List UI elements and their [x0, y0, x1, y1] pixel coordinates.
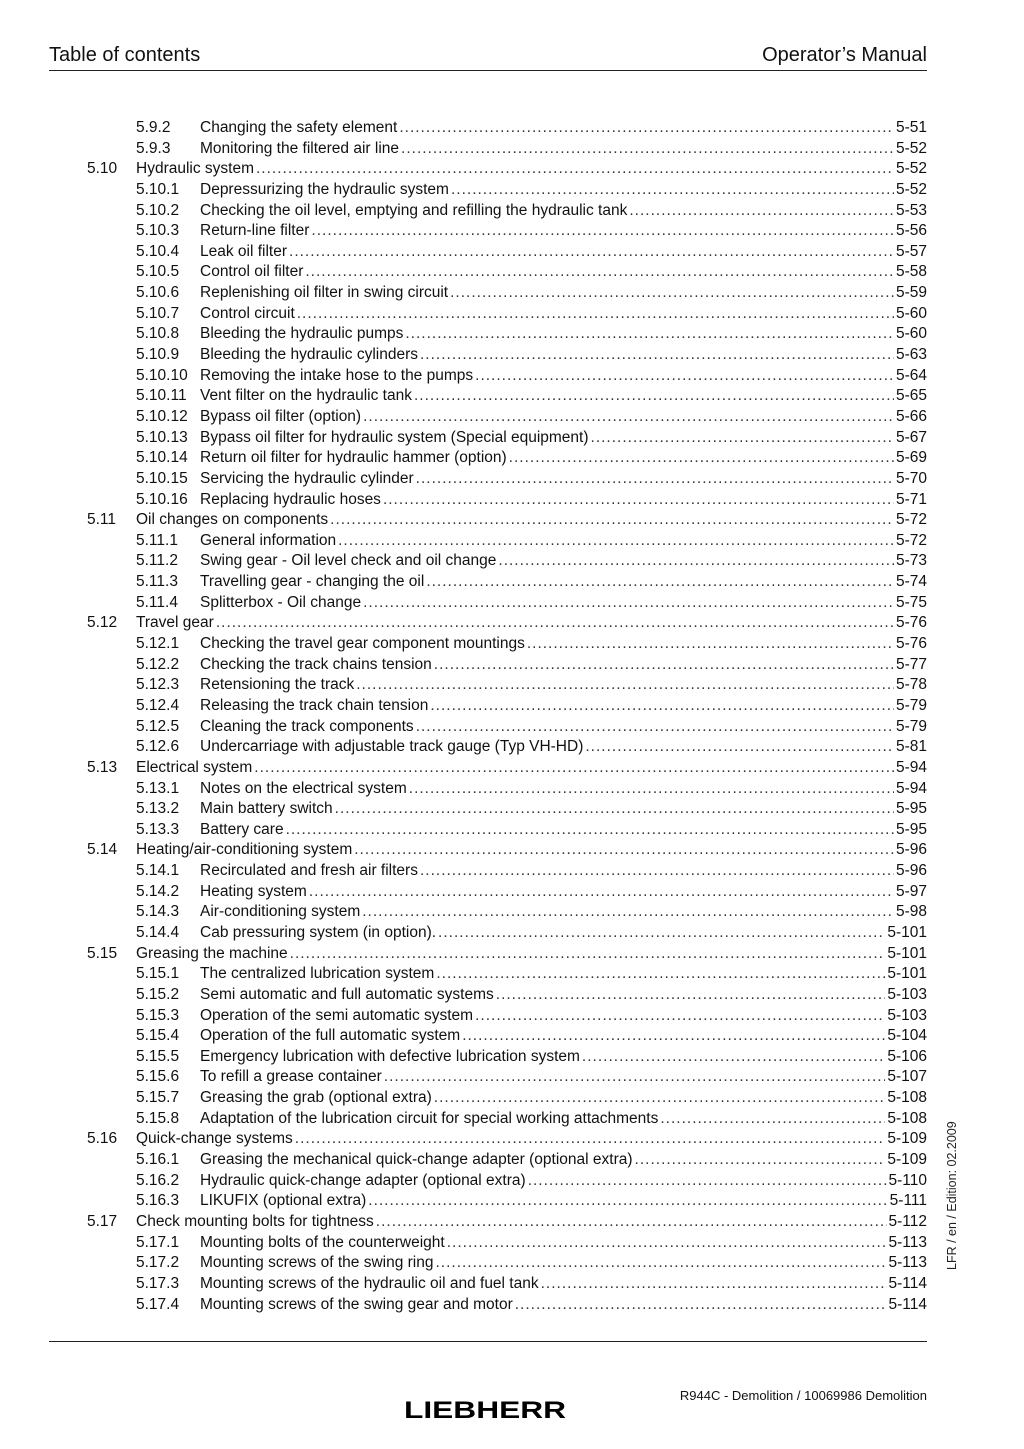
- toc-entry-number: 5.17.4: [136, 1295, 180, 1313]
- toc-dot-leader: [363, 593, 894, 614]
- toc-entry-number: 5.17.1: [136, 1233, 180, 1251]
- footer-document-id: R944C - Demolition / 10069986 Demolition: [679, 1388, 927, 1403]
- toc-entry-title: Heating system: [200, 882, 307, 900]
- toc-entry-page: 5-66: [895, 407, 927, 425]
- toc-dot-leader: [498, 551, 894, 572]
- toc-entry-number: 5.10.14: [136, 449, 188, 467]
- toc-entry-page: 5-79: [895, 696, 927, 714]
- toc-entry[interactable]: [87, 634, 927, 655]
- toc-entry[interactable]: [87, 386, 927, 407]
- toc-dot-leader: [335, 799, 894, 820]
- toc-entry-title: Emergency lubrication with defective lubrication system: [200, 1047, 580, 1065]
- toc-entry[interactable]: [87, 324, 927, 345]
- toc-dot-leader: [363, 407, 894, 428]
- toc-entry-number: 5.10.2: [136, 201, 180, 219]
- toc-entry[interactable]: [87, 551, 927, 572]
- toc-dot-leader: [401, 139, 894, 160]
- toc-entry-title: Hydraulic quick-change adapter (optional extra): [200, 1171, 526, 1189]
- toc-entry-number: 5.12.4: [136, 696, 180, 714]
- toc-entry-page: 5-104: [887, 1027, 927, 1045]
- toc-entry-number: 5.10.16: [136, 490, 188, 508]
- toc-entry-title: Return oil filter for hydraulic hammer (option): [200, 449, 507, 467]
- toc-entry[interactable]: [87, 221, 927, 242]
- toc-entry-page: 5-103: [887, 985, 927, 1003]
- toc-entry[interactable]: [87, 737, 927, 758]
- toc-dot-leader: [383, 490, 894, 511]
- toc-entry-number: 5.13.2: [136, 800, 180, 818]
- toc-entry[interactable]: [87, 902, 927, 923]
- toc-entry[interactable]: [87, 944, 927, 965]
- toc-entry-title: The centralized lubrication system: [200, 965, 435, 983]
- toc-entry-title: Operation of the full automatic system: [200, 1027, 461, 1045]
- toc-entry-number: 5.17.3: [136, 1274, 180, 1292]
- toc-entry-number: 5.13: [87, 758, 118, 776]
- toc-entry-title: Quick-change systems: [136, 1130, 293, 1148]
- toc-dot-leader: [309, 882, 894, 903]
- toc-entry[interactable]: [87, 985, 927, 1006]
- toc-entry-page: 5-109: [887, 1130, 927, 1148]
- toc-entry-page: 5-57: [895, 242, 927, 260]
- toc-entry-number: 5.10.8: [136, 325, 180, 343]
- toc-entry-page: 5-78: [895, 676, 927, 694]
- toc-entry-number: 5.14.2: [136, 882, 180, 900]
- toc-entry-title: Greasing the mechanical quick-change adapter (optional extra): [200, 1151, 633, 1169]
- toc-entry[interactable]: [87, 1212, 927, 1233]
- toc-entry-number: 5.10.13: [136, 428, 188, 446]
- toc-entry[interactable]: [87, 1274, 927, 1295]
- toc-entry-page: 5-114: [888, 1295, 927, 1313]
- toc-entry-title: Splitterbox - Oil change: [200, 593, 362, 611]
- toc-entry-number: 5.16.2: [136, 1171, 180, 1189]
- toc-entry[interactable]: [87, 1253, 927, 1274]
- toc-entry-page: 5-72: [895, 511, 927, 529]
- toc-entry-title: To refill a grease container: [200, 1068, 382, 1086]
- toc-entry-page: 5-52: [895, 139, 927, 157]
- toc-entry[interactable]: [87, 242, 927, 263]
- toc-entry[interactable]: [87, 1150, 927, 1171]
- toc-dot-leader: [475, 366, 894, 387]
- toc-dot-leader: [434, 1088, 886, 1109]
- toc-entry-page: 5-113: [888, 1254, 927, 1272]
- toc-dot-leader: [438, 923, 885, 944]
- toc-entry-number: 5.10.7: [136, 304, 180, 322]
- toc-dot-leader: [591, 428, 894, 449]
- toc-dot-leader: [414, 386, 894, 407]
- toc-entry-number: 5.16: [87, 1130, 118, 1148]
- toc-entry-number: 5.15.6: [136, 1068, 180, 1086]
- toc-dot-leader: [582, 1047, 885, 1068]
- toc-entry-page: 5-94: [895, 758, 927, 776]
- toc-entry-title: Vent filter on the hydraulic tank: [200, 387, 412, 405]
- toc-entry[interactable]: [87, 820, 927, 841]
- toc-entry-title: Bleeding the hydraulic cylinders: [200, 346, 418, 364]
- toc-entry[interactable]: [87, 655, 927, 676]
- toc-entry-title: Air-conditioning system: [200, 903, 361, 921]
- toc-entry-page: 5-103: [887, 1006, 927, 1024]
- toc-entry-title: Undercarriage with adjustable track gauge (Typ VH-HD): [200, 738, 584, 756]
- toc-entry-page: 5-96: [895, 841, 927, 859]
- toc-entry-page: 5-95: [895, 820, 927, 838]
- toc-entry-page: 5-98: [895, 903, 927, 921]
- toc-entry-number: 5.15.2: [136, 985, 180, 1003]
- toc-entry[interactable]: [87, 1026, 927, 1047]
- toc-entry-number: 5.10.6: [136, 284, 180, 302]
- toc-entry-number: 5.10.1: [136, 180, 180, 198]
- toc-dot-leader: [509, 448, 894, 469]
- toc-entry[interactable]: [87, 758, 927, 779]
- toc-dot-leader: [416, 469, 894, 490]
- toc-entry-number: 5.15.8: [136, 1109, 180, 1127]
- toc-entry-title: Cleaning the track components: [200, 717, 414, 735]
- toc-entry-title: Notes on the electrical system: [200, 779, 407, 797]
- toc-entry-number: 5.10.11: [136, 387, 187, 405]
- toc-entry-number: 5.15.5: [136, 1047, 180, 1065]
- toc-entry[interactable]: [87, 840, 927, 861]
- toc-entry-title: Greasing the machine: [136, 944, 288, 962]
- toc-entry-page: 5-60: [895, 325, 927, 343]
- toc-entry[interactable]: [87, 1171, 927, 1192]
- toc-entry-title: Travelling gear - changing the oil: [200, 573, 425, 591]
- toc-entry-title: Greasing the grab (optional extra): [200, 1089, 432, 1107]
- toc-entry-page: 5-76: [895, 614, 927, 632]
- toc-dot-leader: [338, 531, 894, 552]
- toc-dot-leader: [295, 1129, 886, 1150]
- toc-dot-leader: [496, 985, 886, 1006]
- toc-dot-leader: [356, 675, 894, 696]
- toc-entry-title: Check mounting bolts for tightness: [136, 1212, 374, 1230]
- toc-entry-title: Changing the safety element: [200, 119, 398, 136]
- toc-entry-title: Heating/air-conditioning system: [136, 841, 353, 859]
- toc-entry[interactable]: [87, 593, 927, 614]
- toc-entry-title: Adaptation of the lubrication circuit for special working attachments: [200, 1109, 659, 1127]
- toc-entry-number: 5.11.3: [136, 573, 178, 591]
- toc-dot-leader: [297, 304, 894, 325]
- toc-entry-number: 5.16.1: [136, 1151, 180, 1169]
- toc-dot-leader: [286, 820, 894, 841]
- toc-entry-page: 5-65: [895, 387, 927, 405]
- toc-entry[interactable]: [87, 882, 927, 903]
- toc-entry[interactable]: [87, 1109, 927, 1130]
- toc-entry-page: 5-63: [895, 346, 927, 364]
- toc-entry-title: Checking the track chains tension: [200, 655, 432, 673]
- toc-entry-page: 5-101: [887, 944, 927, 962]
- toc-entry-title: Oil changes on components: [136, 511, 329, 529]
- toc-entry-title: Mounting screws of the hydraulic oil and fuel tank: [200, 1274, 539, 1292]
- toc-entry-number: 5.11: [87, 511, 117, 529]
- toc-entry[interactable]: [87, 799, 927, 820]
- toc-entry[interactable]: [87, 1006, 927, 1027]
- toc-dot-leader: [254, 758, 894, 779]
- toc-entry[interactable]: [87, 696, 927, 717]
- toc-entry[interactable]: [87, 1191, 927, 1212]
- toc-dot-leader: [405, 324, 894, 345]
- toc-dot-leader: [450, 283, 894, 304]
- footer-divider: [49, 1341, 927, 1342]
- toc-entry-page: 5-71: [895, 490, 927, 508]
- toc-dot-leader: [585, 737, 894, 758]
- toc-entry-title: Replacing hydraulic hoses: [200, 490, 381, 508]
- toc-entry-number: 5.10.4: [136, 242, 180, 260]
- toc-entry-number: 5.15.4: [136, 1027, 180, 1045]
- toc-dot-leader: [660, 1109, 885, 1130]
- toc-entry[interactable]: [87, 675, 927, 696]
- toc-entry-title: Control oil filter: [200, 263, 304, 281]
- toc-entry-page: 5-95: [895, 800, 927, 818]
- toc-entry[interactable]: [87, 201, 927, 222]
- toc-entry-page: 5-106: [887, 1047, 927, 1065]
- toc-dot-leader: [311, 221, 894, 242]
- toc-entry-page: 5-107: [887, 1068, 927, 1086]
- toc-entry-title: Recirculated and fresh air filters: [200, 862, 418, 880]
- edition-side-label: LFR / en / Edition: 02.2009: [945, 1121, 959, 1270]
- toc-entry-number: 5.16.3: [136, 1192, 180, 1210]
- toc-entry[interactable]: [87, 159, 927, 180]
- toc-entry-page: 5-94: [895, 779, 927, 797]
- toc-entry-number: 5.12.6: [136, 738, 180, 756]
- toc-dot-leader: [528, 1171, 887, 1192]
- toc-dot-leader: [256, 159, 894, 180]
- toc-entry[interactable]: [87, 490, 927, 511]
- toc-dot-leader: [368, 1191, 887, 1212]
- toc-entry-number: 5.14.1: [136, 862, 180, 880]
- toc-entry-page: 5-110: [888, 1171, 927, 1189]
- svg-text:LIEBHERR: LIEBHERR: [404, 1397, 566, 1422]
- toc-dot-leader: [416, 717, 894, 738]
- toc-entry[interactable]: [87, 861, 927, 882]
- toc-entry-title: Battery care: [200, 820, 284, 838]
- toc-entry-title: Replenishing oil filter in swing circuit: [200, 284, 449, 302]
- toc-entry[interactable]: [87, 1047, 927, 1068]
- toc-entry-number: 5.14.4: [136, 923, 180, 941]
- toc-entry-title: Checking the oil level, emptying and refilling the hydraulic tank: [200, 201, 628, 219]
- toc-entry-page: 5-73: [895, 552, 927, 570]
- toc-entry[interactable]: [87, 366, 927, 387]
- toc-entry-page: 5-111: [889, 1192, 927, 1210]
- toc-entry[interactable]: [87, 572, 927, 593]
- toc-entry-page: 5-81: [895, 738, 927, 756]
- toc-dot-leader: [430, 696, 894, 717]
- toc-entry[interactable]: [87, 1233, 927, 1254]
- toc-dot-leader: [420, 861, 894, 882]
- toc-entry-number: 5.12.1: [136, 635, 180, 653]
- toc-dot-leader: [515, 1295, 887, 1316]
- toc-dot-leader: [409, 779, 894, 800]
- toc-dot-leader: [330, 510, 894, 531]
- toc-entry-title: Bleeding the hydraulic pumps: [200, 325, 404, 343]
- toc-entry[interactable]: [87, 469, 927, 490]
- toc-entry-page: 5-77: [895, 655, 927, 673]
- toc-entry-number: 5.14: [87, 841, 118, 859]
- toc-entry-title: Mounting screws of the swing ring: [200, 1254, 434, 1272]
- toc-entry-title: General information: [200, 531, 337, 549]
- toc-entry[interactable]: [87, 180, 927, 201]
- toc-entry[interactable]: [87, 964, 927, 985]
- toc-dot-leader: [447, 1233, 887, 1254]
- toc-entry-title: Cab pressuring system (in option).: [200, 923, 437, 941]
- toc-entry-page: 5-114: [888, 1274, 927, 1292]
- toc-entry-number: 5.12.5: [136, 717, 180, 735]
- toc-dot-leader: [629, 201, 894, 222]
- toc-entry[interactable]: [87, 262, 927, 283]
- toc-entry-number: 5.10.9: [136, 346, 180, 364]
- toc-entry[interactable]: [87, 448, 927, 469]
- toc-entry-page: 5-56: [895, 222, 927, 240]
- toc-entry[interactable]: [87, 779, 927, 800]
- toc-entry-number: 5.10.10: [136, 366, 188, 384]
- toc-entry-number: 5.14.3: [136, 903, 180, 921]
- toc-entry-number: 5.17: [87, 1212, 118, 1230]
- toc-entry-title: Main battery switch: [200, 800, 333, 818]
- toc-dot-leader: [451, 180, 894, 201]
- toc-entry-page: 5-76: [895, 635, 927, 653]
- toc-entry-title: Servicing the hydraulic cylinder: [200, 469, 414, 487]
- toc-entry-page: 5-64: [895, 366, 927, 384]
- toc-entry-title: Leak oil filter: [200, 242, 288, 260]
- toc-entry-number: 5.10: [87, 160, 118, 178]
- toc-entry-page: 5-53: [895, 201, 927, 219]
- toc-entry-page: 5-97: [895, 882, 927, 900]
- toc-dot-leader: [527, 634, 894, 655]
- liebherr-logo: [404, 1396, 566, 1422]
- toc-entry-page: 5-74: [895, 573, 927, 591]
- toc-entry-number: 5.11.4: [136, 593, 178, 611]
- toc-entry-number: 5.10.12: [136, 407, 188, 425]
- toc-entry-title: Mounting screws of the swing gear and motor: [200, 1295, 513, 1313]
- toc-entry[interactable]: [87, 118, 927, 139]
- toc-entry-page: 5-52: [895, 160, 927, 178]
- header-divider: [49, 70, 927, 71]
- toc-entry-title: Bypass oil filter for hydraulic system (Special equipment): [200, 428, 589, 446]
- toc-entry-number: 5.12: [87, 614, 118, 632]
- page-header-right: Operator’s Manual: [762, 44, 927, 66]
- toc-entry-number: 5.12.3: [136, 676, 180, 694]
- toc-entry-number: 5.13.3: [136, 820, 180, 838]
- toc-entry[interactable]: [87, 1129, 927, 1150]
- toc-entry-page: 5-108: [887, 1109, 927, 1127]
- toc-entry-title: Retensioning the track: [200, 676, 355, 694]
- toc-entry-number: 5.10.3: [136, 222, 180, 240]
- toc-entry-number: 5.10.15: [136, 469, 188, 487]
- toc-dot-leader: [435, 1253, 886, 1274]
- toc-entry[interactable]: [87, 345, 927, 366]
- toc-entry-page: 5-109: [887, 1151, 927, 1169]
- toc-entry[interactable]: [87, 923, 927, 944]
- toc-entry-number: 5.11.2: [136, 552, 178, 570]
- toc-entry-title: Return-line filter: [200, 222, 310, 240]
- toc-entry-page: 5-52: [895, 180, 927, 198]
- toc-entry-number: 5.15.7: [136, 1089, 180, 1107]
- toc-entry-number: 5.17.2: [136, 1254, 180, 1272]
- toc-entry[interactable]: [87, 613, 927, 634]
- toc-entry-title: Operation of the semi automatic system: [200, 1006, 474, 1024]
- toc-entry-title: Mounting bolts of the counterweight: [200, 1233, 445, 1251]
- toc-entry[interactable]: [87, 428, 927, 449]
- toc-entry-title: Electrical system: [136, 758, 253, 776]
- toc-entry-title: Control circuit: [200, 304, 295, 322]
- toc-dot-leader: [305, 262, 894, 283]
- toc-entry-title: Travel gear: [136, 614, 214, 632]
- toc-entry-number: 5.9.3: [136, 139, 171, 157]
- toc-entry-page: 5-58: [895, 263, 927, 281]
- toc-entry-title: Depressurizing the hydraulic system: [200, 180, 449, 198]
- toc-dot-leader: [376, 1212, 887, 1233]
- toc-dot-leader: [475, 1006, 885, 1027]
- toc-dot-leader: [541, 1274, 887, 1295]
- toc-entry[interactable]: [87, 1088, 927, 1109]
- toc-entry-number: 5.9.2: [136, 119, 171, 136]
- toc-entry[interactable]: [87, 304, 927, 325]
- toc-entry-title: Monitoring the filtered air line: [200, 139, 400, 157]
- toc-entry-page: 5-79: [895, 717, 927, 735]
- toc-entry-title: LIKUFIX (optional extra): [200, 1192, 367, 1210]
- toc-entry[interactable]: [87, 139, 927, 160]
- toc-entry-page: 5-96: [895, 862, 927, 880]
- toc-entry-number: 5.10.5: [136, 263, 180, 281]
- page-header-left: Table of contents: [49, 44, 201, 66]
- toc-entry[interactable]: [87, 283, 927, 304]
- toc-entry-number: 5.15.1: [136, 965, 180, 983]
- toc-dot-leader: [434, 655, 894, 676]
- toc-dot-leader: [384, 1067, 886, 1088]
- toc-entry-page: 5-59: [895, 284, 927, 302]
- toc-entry-number: 5.15.3: [136, 1006, 180, 1024]
- toc-entry-number: 5.11.1: [136, 531, 178, 549]
- toc-entry-number: 5.13.1: [136, 779, 180, 797]
- toc-entry-page: 5-108: [887, 1089, 927, 1107]
- toc-entry[interactable]: [87, 510, 927, 531]
- toc-entry-page: 5-60: [895, 304, 927, 322]
- toc-entry-page: 5-75: [895, 593, 927, 611]
- toc-dot-leader: [362, 902, 894, 923]
- toc-entry-page: 5-113: [888, 1233, 927, 1251]
- toc-entry-page: 5-70: [895, 469, 927, 487]
- toc-dot-leader: [216, 613, 894, 634]
- toc-entry-page: 5-72: [895, 531, 927, 549]
- toc-dot-leader: [354, 840, 894, 861]
- toc-dot-leader: [420, 345, 894, 366]
- toc-entry-page: 5-101: [887, 965, 927, 983]
- toc-entry-title: Semi automatic and full automatic systems: [200, 985, 494, 1003]
- toc-dot-leader: [462, 1026, 885, 1047]
- toc-entry-page: 5-69: [895, 449, 927, 467]
- toc-dot-leader: [436, 964, 885, 985]
- toc-entry-title: Swing gear - Oil level check and oil change: [200, 552, 497, 570]
- toc-entry-title: Bypass oil filter (option): [200, 407, 362, 425]
- toc-entry-page: 5-112: [888, 1212, 927, 1230]
- toc-entry-title: Releasing the track chain tension: [200, 696, 429, 714]
- toc-dot-leader: [635, 1150, 886, 1171]
- toc-entry[interactable]: [87, 407, 927, 428]
- toc-entry[interactable]: [87, 531, 927, 552]
- toc-dot-leader: [399, 118, 894, 139]
- toc-entry-title: Removing the intake hose to the pumps: [200, 366, 474, 384]
- toc-entry-title: Checking the travel gear component mountings: [200, 635, 525, 653]
- toc-entry-page: 5-51: [895, 119, 927, 136]
- toc-dot-leader: [426, 572, 894, 593]
- toc-dot-leader: [289, 242, 894, 263]
- toc-entry[interactable]: [87, 1067, 927, 1088]
- toc-entry-page: 5-67: [895, 428, 927, 446]
- toc-entry-title: Hydraulic system: [136, 160, 254, 178]
- toc-entry[interactable]: [87, 1295, 927, 1316]
- toc-entry-number: 5.12.2: [136, 655, 180, 673]
- table-of-contents: [87, 118, 927, 1315]
- toc-dot-leader: [290, 944, 886, 965]
- toc-entry[interactable]: [87, 717, 927, 738]
- toc-entry-page: 5-101: [887, 923, 927, 941]
- toc-entry-number: 5.15: [87, 944, 118, 962]
